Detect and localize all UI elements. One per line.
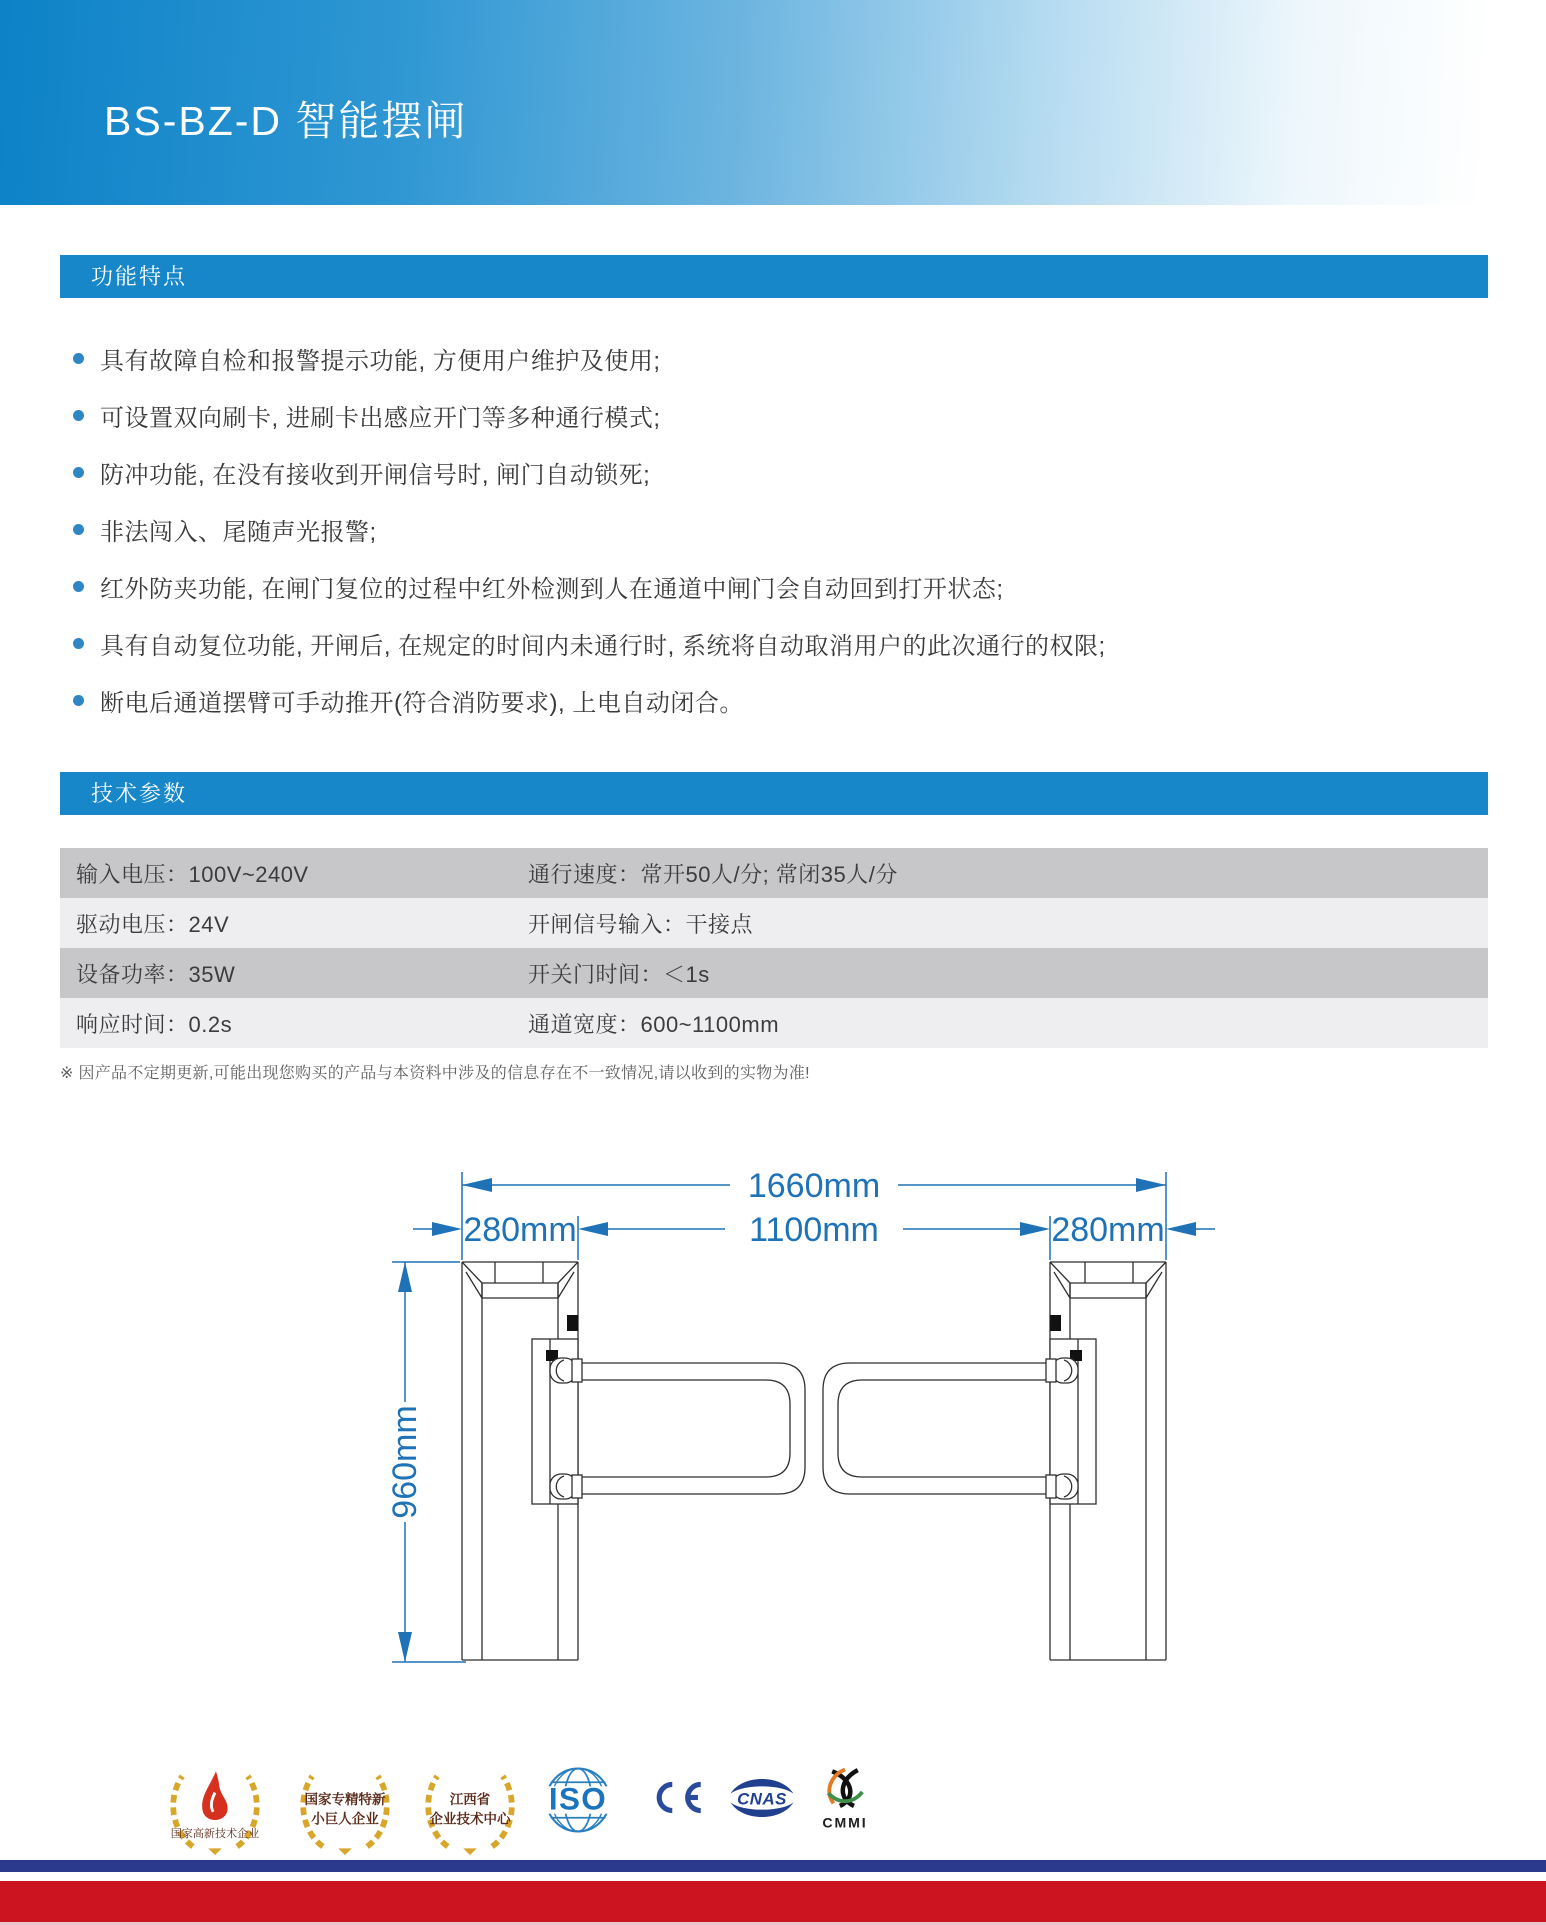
badge-label: 国家高新技术企业 (170, 1827, 260, 1840)
bullet-dot-icon (73, 638, 84, 649)
right-pillar-drawing (823, 1262, 1166, 1660)
badge-label: 企业技术中心 (429, 1811, 511, 1827)
features-section-bar (60, 255, 1488, 298)
dim-label-cabinet-left: 280mm (463, 1211, 577, 1249)
feature-text: 断电后通道摆臂可手动推开(符合消防要求), 上电自动闭合。 (100, 690, 744, 717)
feature-text: 具有自动复位功能, 开闸后, 在规定的时间内未通行时, 系统将自动取消用户的此次通行的权限; (100, 633, 1106, 660)
iso-label: ISO (548, 1781, 608, 1817)
feature-item (60, 387, 1488, 444)
left-pillar-drawing (462, 1262, 805, 1660)
cmmi-label: CMMI (822, 1814, 868, 1831)
table-row (60, 848, 1488, 898)
bullet-dot-icon (73, 581, 84, 592)
feature-text: 非法闯入、尾随声光报警; (100, 519, 377, 546)
spec-cell: 驱动电压：24V (76, 911, 230, 937)
feature-item (60, 672, 1488, 729)
features-section-title: 功能特点 (91, 264, 188, 289)
cnas-label: CNAS (737, 1789, 787, 1809)
bullet-dot-icon (73, 353, 84, 364)
feature-item (60, 558, 1488, 615)
spec-cell: 设备功率：35W (76, 961, 236, 987)
bullet-dot-icon (73, 695, 84, 706)
footer-red-stripe (0, 1881, 1546, 1922)
specs-section-bar (60, 772, 1488, 815)
cmmi-logo-icon (813, 1754, 877, 1840)
feature-item (60, 615, 1488, 672)
dim-label-cabinet-right: 280mm (1051, 1211, 1165, 1249)
jiangxi-tech-center-badge-icon (417, 1754, 523, 1860)
bullet-dot-icon (73, 410, 84, 421)
table-row (60, 948, 1488, 998)
spec-cell: 开关门时间：＜1s (528, 961, 710, 987)
dimension-row (413, 1211, 1215, 1249)
little-giant-badge-icon (292, 1754, 398, 1860)
bullet-dot-icon (73, 524, 84, 535)
badge-label: 国家专精特新 (304, 1792, 386, 1808)
feature-text: 红外防夹功能, 在闸门复位的过程中红外检测到人在通道中闸门会自动回到打开状态; (100, 576, 1004, 603)
table-row (60, 998, 1488, 1048)
feature-text: 防冲功能, 在没有接收到开闸信号时, 闸门自动锁死; (100, 462, 651, 489)
spec-cell: 通道宽度：600~1100mm (528, 1011, 780, 1037)
header-banner (0, 0, 1546, 205)
feature-item (60, 444, 1488, 501)
bullet-dot-icon (73, 467, 84, 478)
turnstile-dimension-drawing (280, 1140, 1300, 1720)
dim-label-passage: 1100mm (749, 1211, 879, 1249)
feature-item (60, 501, 1488, 558)
certification-logos (0, 1740, 1546, 1860)
national-hightech-badge-icon (162, 1754, 268, 1860)
iso-logo-icon (537, 1759, 619, 1841)
page-title: BS-BZ-D 智能摆闸 (104, 98, 468, 144)
dimension-total-width (462, 1167, 1166, 1205)
spec-cell: 输入电压：100V~240V (76, 861, 309, 887)
feature-text: 具有故障自检和报警提示功能, 方便用户维护及使用; (100, 348, 661, 375)
disclaimer-note: ※ 因产品不定期更新,可能出现您购买的产品与本资料中涉及的信息存在不一致情况,请以收到的实物为准! (60, 1065, 810, 1082)
spec-cell: 响应时间：0.2s (76, 1011, 233, 1037)
feature-item (60, 330, 1488, 387)
cnas-logo-icon (724, 1766, 800, 1830)
feature-text: 可设置双向刷卡, 进刷卡出感应开门等多种通行模式; (100, 405, 661, 432)
ce-mark-icon (648, 1781, 704, 1814)
dimension-height (386, 1262, 424, 1662)
table-row (60, 898, 1488, 948)
spec-table (60, 848, 1488, 1048)
dim-label-height: 960mm (386, 1405, 424, 1519)
specs-section-title: 技术参数 (91, 781, 188, 806)
badge-label: 小巨人企业 (311, 1811, 379, 1827)
dim-label-total: 1660mm (747, 1167, 881, 1205)
badge-label: 江西省 (449, 1792, 491, 1808)
spec-cell: 开闸信号输入：干接点 (528, 911, 754, 937)
spec-cell: 通行速度：常开50人/分; 常闭35人/分 (528, 861, 898, 887)
feature-list (60, 330, 1488, 729)
footer-navy-stripe (0, 1860, 1546, 1872)
